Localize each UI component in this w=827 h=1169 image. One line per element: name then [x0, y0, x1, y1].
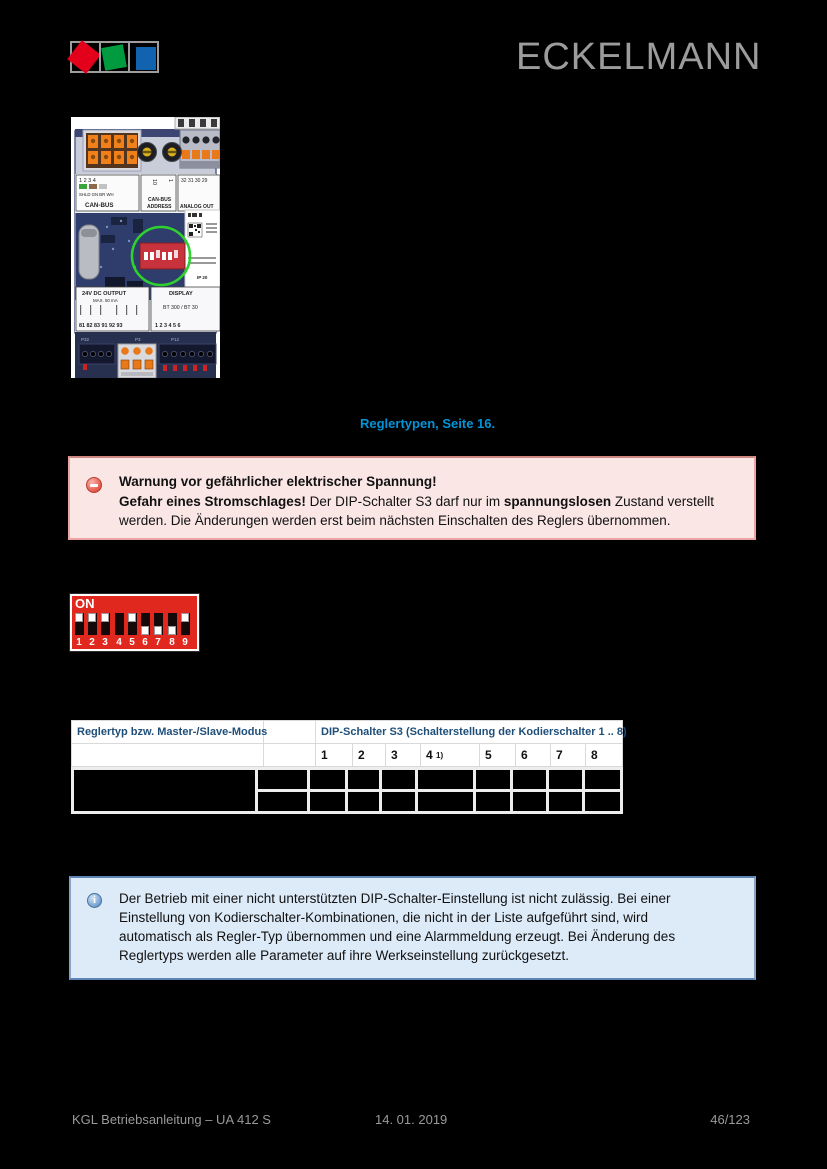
table-data-rows	[71, 767, 623, 814]
svg-text:CAN-BUS: CAN-BUS	[148, 197, 172, 203]
col-6: 6	[516, 744, 551, 767]
analog-out-label	[178, 175, 220, 211]
data-cell	[310, 792, 345, 811]
link-text: Reglertypen, Seite 16	[360, 416, 492, 431]
blue-square-icon	[136, 47, 156, 70]
data-cell	[549, 792, 582, 811]
col-5: 5	[480, 744, 516, 767]
data-cell	[476, 770, 510, 789]
dip-switch-6: 6	[141, 596, 150, 649]
dip-switch-1: 1	[75, 596, 84, 649]
data-cell	[549, 770, 582, 789]
canbus-terminal-block	[83, 130, 141, 171]
svg-text:DISPLAY: DISPLAY	[169, 291, 193, 297]
data-cell	[382, 770, 415, 789]
svg-text:ANALOG OUT: ANALOG OUT	[180, 204, 214, 210]
data-cell	[258, 792, 307, 811]
svg-text:MAX. 50 mA: MAX. 50 mA	[93, 298, 118, 303]
col-2: 2	[353, 744, 386, 767]
top-pin-header	[175, 117, 220, 129]
data-cell	[585, 770, 620, 789]
data-cell	[310, 770, 345, 789]
footer-date: 14. 01. 2019	[375, 1112, 448, 1127]
dip-switch-9: 9	[181, 596, 190, 649]
logo-cell-blue	[128, 41, 159, 73]
warning-line3: werden. Die Änderungen werden erst beim nächsten Einschalten des Reglers übernommen.	[119, 513, 671, 528]
data-cell	[74, 770, 255, 811]
pcb-area	[76, 210, 220, 300]
dip-switch-5: 5	[128, 596, 137, 649]
dip-switch-4: 4	[115, 596, 124, 649]
analog-out-connector	[180, 130, 220, 168]
brand-wordmark: ECKELMANN	[516, 36, 762, 78]
canbus-address-label	[141, 175, 176, 211]
col-3: 3	[386, 744, 421, 767]
info-box	[69, 876, 756, 980]
svg-text:SHLD GN BR WH: SHLD GN BR WH	[79, 192, 114, 197]
dip-switch-3: 3	[101, 596, 110, 649]
col-7: 7	[551, 744, 586, 767]
dc-output-label	[76, 287, 149, 331]
warning-line2: Gefahr eines Stromschlages! Der DIP-Schalter S3 darf nur im spannungslosen Zustand verstellt	[119, 493, 714, 509]
svg-text:24V DC OUTPUT: 24V DC OUTPUT	[82, 291, 127, 297]
info-text	[119, 889, 734, 965]
data-cell	[585, 792, 620, 811]
footer-document-title: KGL Betriebsanleitung – UA 412 S	[72, 1112, 271, 1127]
col-4: 4 1)	[421, 744, 480, 767]
red-diamond-icon	[67, 40, 101, 74]
svg-text:CAN-BUS: CAN-BUS	[85, 202, 114, 209]
bottom-connector-band	[75, 332, 216, 378]
svg-text:BT 300 / BT 30: BT 300 / BT 30	[163, 305, 198, 311]
info-line2: Einstellung von Kodierschalter-Kombinationen, die nicht in der Liste aufgeführt sind, wird	[119, 910, 649, 925]
display-label	[151, 287, 220, 331]
svg-text:10: 10	[151, 179, 157, 186]
dip-switch-7: 7	[154, 596, 163, 649]
data-cell	[513, 770, 546, 789]
info-line3: automatisch als Regler-Typ übernommen und eine Alarmmeldung erzeugt. Bei Änderung des	[119, 929, 676, 944]
dip-switch-8: 8	[168, 596, 177, 649]
table-header-row1	[71, 720, 627, 744]
info-line1: Der Betrieb mit einer nicht unterstützten DIP-Schalter-Einstellung ist nicht zulässig. Bei einer	[119, 891, 671, 906]
page-footer	[0, 1112, 827, 1132]
table-header-row2	[71, 744, 623, 767]
data-cell	[476, 792, 510, 811]
warning-title: Warnung vor gefährlicher elektrischer Spannung!	[119, 474, 437, 489]
eckelmann-logo-icon	[70, 41, 157, 73]
svg-text:1 2 3 4: 1 2 3 4	[79, 178, 96, 184]
svg-text:1: 1	[167, 179, 173, 183]
svg-text:IP 20: IP 20	[197, 275, 208, 280]
header-dip-schalter: DIP-Schalter S3 (Schalterstellung der Kodierschalter 1 .. 8)	[316, 720, 623, 744]
dip-switch-graphic	[70, 594, 199, 651]
green-square-icon	[101, 44, 127, 70]
svg-text:1 2 3 4 5 6: 1 2 3 4 5 6	[155, 323, 181, 329]
data-cell	[418, 770, 473, 789]
header-reglertyp: Reglertyp bzw. Master-/Slave-Modus	[71, 720, 264, 744]
svg-text:ADDRESS: ADDRESS	[147, 204, 172, 210]
info-line4: Reglertyps werden alle Parameter auf ihre Werkseinstellung zurückgesetzt.	[119, 948, 569, 963]
header-spacer	[264, 720, 316, 744]
logo-cell-red	[70, 41, 101, 73]
info-icon: i	[87, 893, 102, 908]
svg-text:P32: P32	[81, 337, 90, 342]
dip-settings-table	[71, 720, 627, 814]
reglertypen-page-link[interactable]	[360, 416, 495, 431]
canbus-label	[76, 175, 139, 211]
data-cell	[258, 770, 307, 789]
svg-text:P12: P12	[171, 337, 180, 342]
link-period: .	[491, 416, 496, 431]
svg-text:32 31 30 29: 32 31 30 29	[181, 178, 208, 184]
logo-cell-green	[99, 41, 130, 73]
col-1: 1	[316, 744, 353, 767]
col-8: 8	[586, 744, 623, 767]
svg-text:P3: P3	[135, 337, 141, 342]
data-cell	[348, 770, 379, 789]
data-cell	[348, 792, 379, 811]
svg-text:81 82 83 91 92 93: 81 82 83 91 92 93	[79, 323, 123, 329]
data-cell	[382, 792, 415, 811]
data-cell	[513, 792, 546, 811]
electrical-hazard-icon	[86, 477, 102, 493]
warning-text	[119, 472, 739, 531]
dip-on-label: ON	[75, 596, 95, 611]
footer-page-number: 46/123	[710, 1112, 750, 1127]
data-cell	[418, 792, 473, 811]
dip-switch-2: 2	[88, 596, 97, 649]
warning-box	[68, 456, 756, 540]
footnote-marker: 1)	[436, 750, 444, 760]
controller-photo	[71, 117, 220, 378]
